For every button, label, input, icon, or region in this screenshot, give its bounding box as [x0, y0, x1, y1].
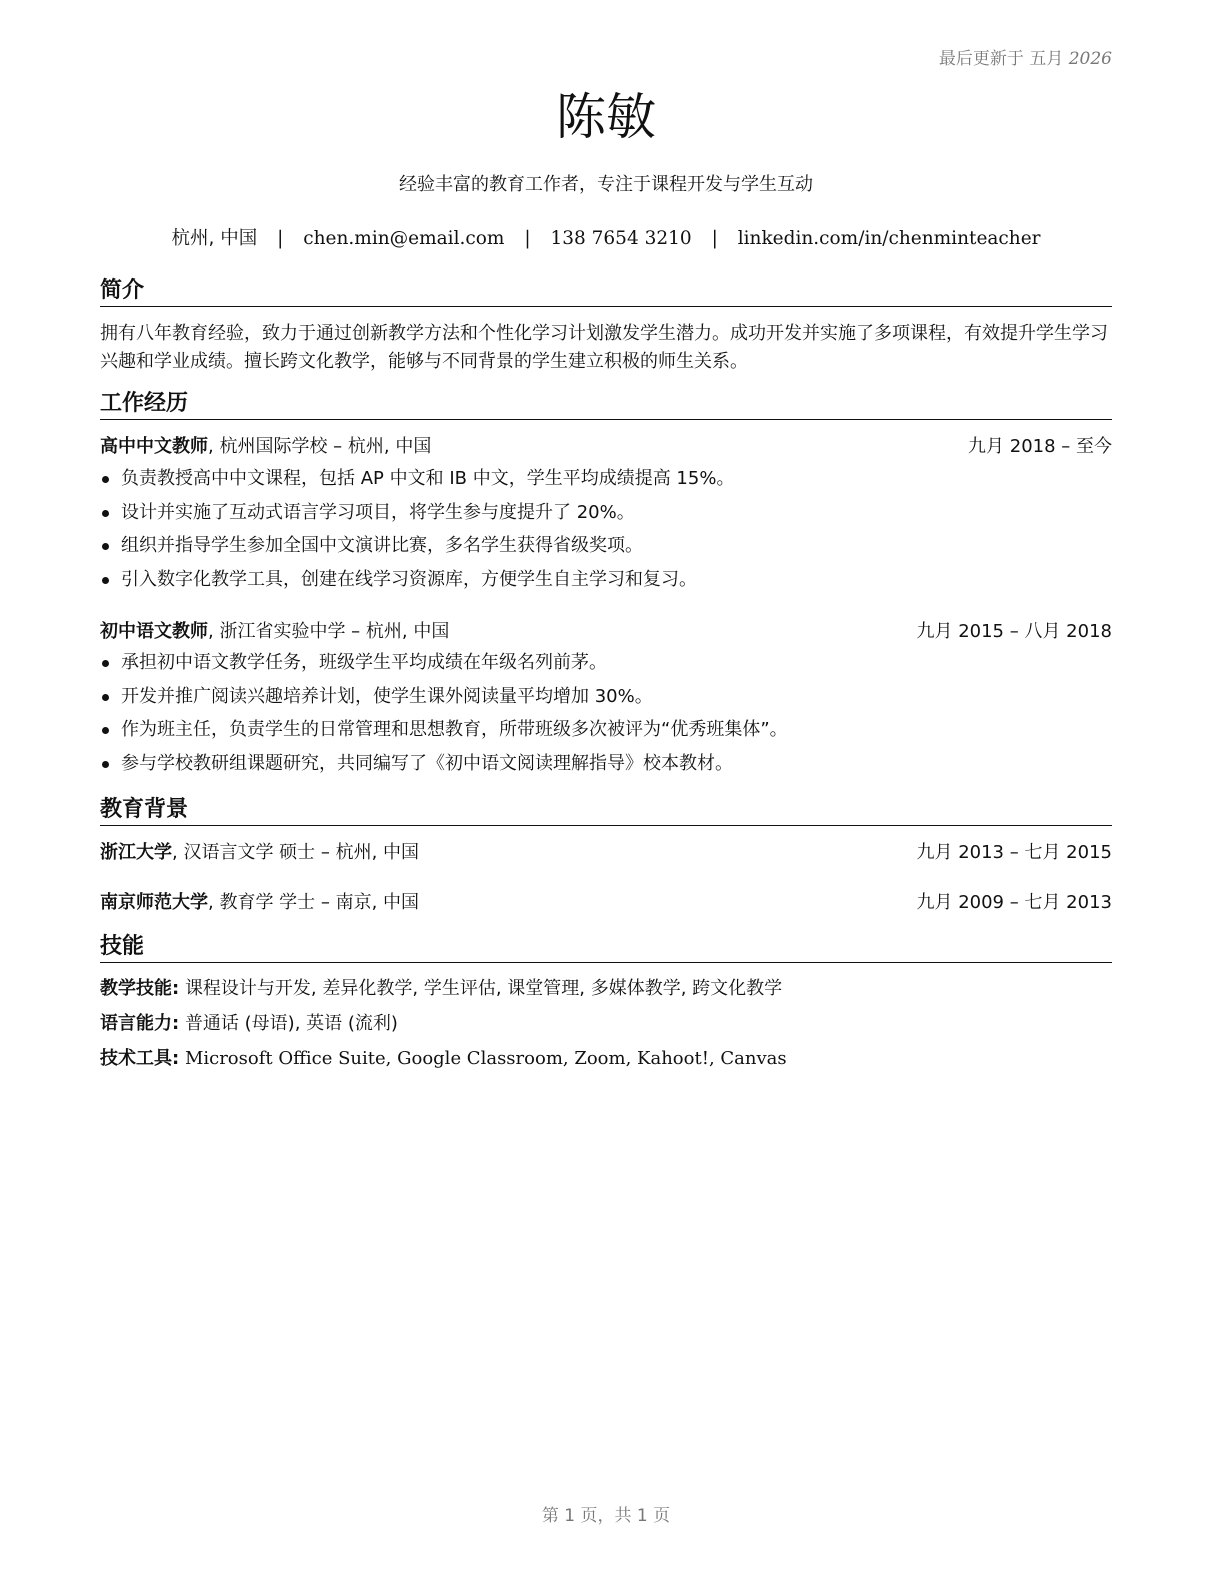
summary-text: 拥有八年教育经验，致力于通过创新教学方法和个性化学习计划激发学生潜力。成功开发并实施了多项课程，有效提升学生学习兴趣和学业成绩。擅长跨文化教学，能够与不同背景的学生建立积极的师生关系。 [100, 323, 1108, 372]
section-title-education: 教育背景 [100, 795, 1112, 826]
contact-separator: | [277, 228, 284, 249]
job-role: 高中中文教师 [100, 436, 208, 457]
person-name: 陈敏 [556, 88, 656, 146]
bullet-text: 承担初中语文教学任务，班级学生平均成绩在年级名列前茅。 [121, 652, 607, 673]
bullet-icon [102, 543, 109, 550]
contact-separator: | [524, 228, 531, 249]
bullet-text: 作为班主任，负责学生的日常管理和思想教育，所带班级多次被评为“优秀班集体”。 [121, 719, 788, 740]
skills-row [100, 1046, 1112, 1081]
bullet-text: 负责教授高中中文课程，包括 AP 中文和 IB 中文，学生平均成绩提高 15%。 [121, 468, 735, 489]
section-title-summary: 简介 [100, 276, 1112, 307]
bullet-icon [102, 761, 109, 768]
bullet-icon [102, 510, 109, 517]
bullet-text: 开发并推广阅读兴趣培养计划，使学生课外阅读量平均增加 30%。 [121, 685, 653, 707]
contact-location: 杭州, 中国 [171, 228, 258, 249]
list-item [100, 567, 1112, 601]
contact-line [100, 224, 1112, 250]
bullet-text: 设计并实施了互动式语言学习项目，将学生参与度提升了 20%。 [121, 501, 635, 523]
contact-separator: | [711, 228, 718, 249]
skills-value: 普通话 (母语), 英语 (流利) [184, 1013, 398, 1034]
page-number: 第 1 页，共 1 页 [541, 1506, 671, 1526]
skills-row [100, 1011, 1112, 1046]
skills-label: 技术工具: [100, 1048, 180, 1069]
skills-row [100, 976, 1112, 1011]
bullet-icon [102, 694, 109, 701]
section-title-experience: 工作经历 [100, 389, 1112, 420]
job-bullet-list [100, 650, 1112, 784]
job-org: , 浙江省实验中学 – 杭州, 中国 [208, 621, 450, 642]
list-item [100, 533, 1112, 567]
bullet-text: 引入数字化教学工具，创建在线学习资源库，方便学生自主学习和复习。 [121, 568, 697, 590]
education-detail: , 教育学 学士 – 南京, 中国 [208, 892, 420, 913]
skills-value: Microsoft Office Suite, Google Classroom, Zoom, Kahoot!, Canvas [184, 1048, 787, 1069]
skills-list [100, 976, 1112, 1081]
list-item [100, 684, 1112, 718]
resume-page [100, 0, 1112, 1584]
contact-linkedin[interactable]: linkedin.com/in/chenminteacher [737, 228, 1041, 249]
bullet-icon [102, 577, 109, 584]
contact-phone: 138 7654 3210 [550, 228, 692, 249]
bullet-icon [102, 727, 109, 734]
skills-label: 语言能力: [100, 1013, 180, 1034]
education-school: 浙江大学 [100, 842, 172, 863]
job-bullet-list [100, 466, 1112, 600]
job-dates: 九月 2015 – 八月 2018 [916, 621, 1112, 642]
last-updated-label: 最后更新于 五月 [938, 49, 1064, 69]
contact-email[interactable]: chen.min@email.com [303, 228, 505, 249]
list-item [100, 751, 1112, 785]
section-title-skills: 技能 [100, 932, 1112, 963]
education-detail: , 汉语言文学 硕士 – 杭州, 中国 [172, 842, 420, 863]
list-item [100, 650, 1112, 684]
bullet-icon [102, 476, 109, 483]
education-dates: 九月 2013 – 七月 2015 [916, 842, 1112, 863]
tagline: 经验丰富的教育工作者，专注于课程开发与学生互动 [399, 174, 813, 195]
job-title-line [100, 434, 431, 460]
last-updated-year: 2026 [1068, 49, 1112, 69]
education-line [100, 890, 419, 916]
job-dates: 九月 2018 – 至今 [968, 436, 1112, 457]
job-title-line [100, 619, 449, 645]
bullet-icon [102, 660, 109, 667]
job-org: , 杭州国际学校 – 杭州, 中国 [208, 436, 432, 457]
education-line [100, 840, 419, 866]
skills-value: 课程设计与开发, 差异化教学, 学生评估, 课堂管理, 多媒体教学, 跨文化教学 [184, 978, 783, 999]
bullet-text: 组织并指导学生参加全国中文演讲比赛，多名学生获得省级奖项。 [121, 535, 643, 556]
list-item [100, 466, 1112, 500]
last-updated [939, 44, 1112, 69]
education-dates: 九月 2009 – 七月 2013 [916, 892, 1112, 913]
list-item [100, 500, 1112, 534]
bullet-text: 参与学校教研组课题研究，共同编写了《初中语文阅读理解指导》校本教材。 [121, 752, 733, 774]
skills-label: 教学技能: [100, 978, 180, 999]
job-role: 初中语文教师 [100, 621, 208, 642]
education-school: 南京师范大学 [100, 892, 208, 913]
list-item [100, 717, 1112, 751]
